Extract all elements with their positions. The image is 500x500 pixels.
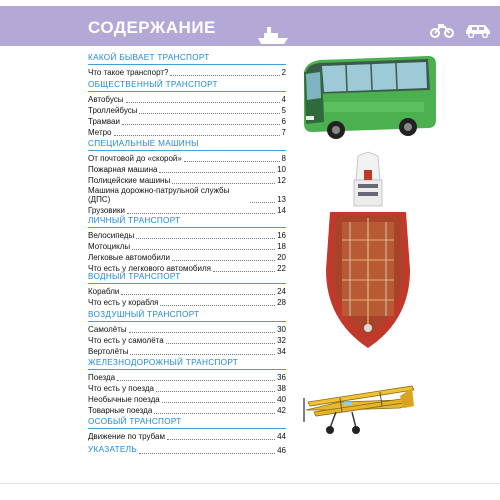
toc-entry[interactable] [88,105,286,116]
toc-entry[interactable] [88,405,286,416]
entry-label: Полицейские машины [88,175,171,185]
dot-leader [159,172,275,173]
ship-illustration [320,150,416,350]
toc-entry[interactable] [88,175,286,186]
dot-leader [172,183,275,184]
entry-label: Легковые автомобили [88,252,171,262]
toc-entry[interactable] [88,94,286,105]
entry-page: 7 [281,127,286,137]
toc-section [88,309,286,357]
entry-label: Метро [88,127,112,137]
entry-label: Грузовики [88,205,125,215]
dot-leader [156,391,275,392]
dot-leader [162,402,275,403]
bus-illustration [296,50,446,142]
entry-page: 34 [277,346,286,356]
entry-label: Движение по трубам [88,431,165,441]
dot-leader [114,135,280,136]
entry-page: 14 [277,205,286,215]
toc-entry[interactable] [88,67,286,78]
toc-section [88,138,286,216]
table-of-contents [88,46,286,484]
entry-label: От почтовой до «скорой» [88,153,182,163]
entry-label: Автобусы [88,94,124,104]
section-title: ВОЗДУШНЫЙ ТРАНСПОРТ [88,310,200,319]
entry-label: Вертолёты [88,346,129,356]
entry-page: 18 [277,241,286,251]
entry-page: 40 [277,394,286,404]
entry-label: Товарные поезда [88,405,153,415]
toc-entry[interactable] [88,431,286,442]
entry-label: Троллейбусы [88,105,138,115]
entry-page: 12 [277,175,286,185]
dot-leader [160,305,275,306]
dot-leader [167,439,275,440]
dot-leader [139,113,279,114]
entry-page: 42 [277,405,286,415]
entry-label: Трамваи [88,116,120,126]
dot-leader [127,213,275,214]
section-divider [88,369,286,370]
section-title: УКАЗАТЕЛЬ [88,445,138,454]
entry-page: 6 [281,116,286,126]
toc-entry[interactable] [88,153,286,164]
section-divider [88,91,286,92]
dot-leader [121,294,275,295]
section-divider [88,227,286,228]
entry-label: Самолёты [88,324,127,334]
entry-page: 4 [281,94,286,104]
page-title: СОДЕРЖАНИЕ [88,18,216,37]
dot-leader [126,102,280,103]
dot-leader [139,453,275,454]
toc-entry[interactable] [88,230,286,241]
toc-entry[interactable] [88,346,286,357]
toc-entry[interactable] [88,186,286,205]
dot-leader [184,161,280,162]
toc-entry[interactable] [88,252,286,263]
dot-leader [130,354,275,355]
entry-page: 8 [281,153,286,163]
entry-page: 2 [281,67,286,77]
dot-leader [166,343,275,344]
toc-entry-index[interactable] [88,444,286,456]
entry-page: 20 [277,252,286,262]
section-title: ВОДНЫЙ ТРАНСПОРТ [88,272,181,281]
section-divider [88,321,286,322]
entry-page: 46 [277,446,286,455]
dot-leader [154,413,275,414]
dot-leader [250,202,275,203]
entry-label: Поезда [88,372,116,382]
motorcycle-icon [430,22,454,38]
airplane-illustration [300,376,420,438]
entry-page: 10 [277,164,286,174]
section-title: ЖЕЛЕЗНОДОРОЖНЫЙ ТРАНСПОРТ [88,358,239,367]
entry-label: Пожарная машина [88,164,158,174]
entry-label: Что такое транспорт? [88,67,169,77]
toc-section [88,444,286,456]
entry-label: Что есть у поезда [88,383,154,393]
entry-page: 30 [277,324,286,334]
toc-entry[interactable] [88,335,286,346]
dot-leader [129,332,275,333]
toc-entry[interactable] [88,324,286,335]
entry-label: Что есть у самолёта [88,335,164,345]
toc-section [88,416,286,442]
dot-leader [132,249,275,250]
toc-section [88,271,286,308]
toc-entry[interactable] [88,286,286,297]
toc-entry[interactable] [88,164,286,175]
dot-leader [136,238,275,239]
entry-page: 44 [277,431,286,441]
ship-icon [256,24,290,46]
dot-leader [170,75,279,76]
toc-entry[interactable] [88,394,286,405]
toc-entry[interactable] [88,241,286,252]
entry-page: 5 [281,105,286,115]
section-divider [88,150,286,151]
section-title: ЛИЧНЫЙ ТРАНСПОРТ [88,216,181,225]
toc-entry[interactable] [88,383,286,394]
entry-page: 36 [277,372,286,382]
toc-section [88,52,286,78]
dot-leader [122,124,280,125]
entry-label: Необычные поезда [88,394,160,404]
toc-entry[interactable] [88,205,286,216]
toc-section [88,79,286,138]
entry-page: 38 [277,383,286,393]
entry-label: Мотоциклы [88,241,131,251]
entry-label: Корабли [88,286,120,296]
entry-page: 22 [277,263,286,273]
entry-page: 16 [277,230,286,240]
entry-label: Что есть у корабля [88,297,159,307]
page-bottom-rule [0,483,500,484]
toc-entry[interactable] [88,297,286,308]
dot-leader [117,380,275,381]
section-title: ОСОБЫЙ ТРАНСПОРТ [88,417,182,426]
header-band [0,0,500,46]
section-title: КАКОЙ БЫВАЕТ ТРАНСПОРТ [88,53,210,62]
entry-label: Велосипеды [88,230,135,240]
entry-page: 13 [277,194,286,204]
car-icon [464,20,492,38]
toc-entry[interactable] [88,127,286,138]
section-divider [88,283,286,284]
entry-label: Машина дорожно-патрульной службы (ДПС) [88,185,230,205]
entry-page: 28 [277,297,286,307]
section-title: ОБЩЕСТВЕННЫЙ ТРАНСПОРТ [88,80,218,89]
toc-entry[interactable] [88,372,286,383]
section-title: СПЕЦИАЛЬНЫЕ МАШИНЫ [88,139,199,148]
entry-page: 24 [277,286,286,296]
toc-section [88,357,286,416]
dot-leader [172,260,275,261]
entry-page: 32 [277,335,286,345]
toc-entry[interactable] [88,116,286,127]
section-divider [88,428,286,429]
toc-section [88,215,286,274]
entry-label: Что есть у легкового автомобиля [88,263,211,273]
section-divider [88,64,286,65]
